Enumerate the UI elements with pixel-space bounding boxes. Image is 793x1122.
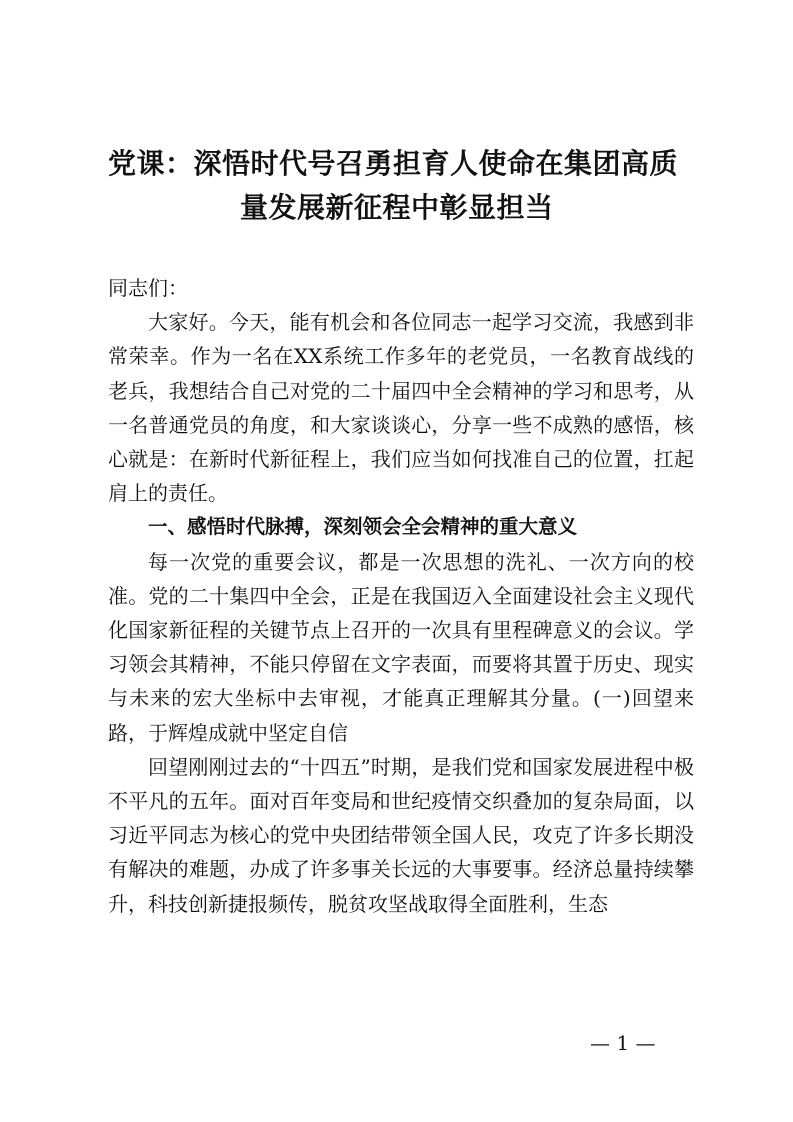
paragraph-3: 回望刚刚过去的“十四五”时期，是我们党和国家发展进程中极不平凡的五年。面对百年变局和世纪疫情交织叠加的复杂局面，以习近平同志为核心的党中央团结带领全国人民，攻克了许多长期没有解决的难题，办成了许多事关长远的大事要事。经济总量持续攀升，科技创新捷报频传，脱贫攻坚战取得全面胜利，生态	[108, 754, 694, 916]
paragraph-1: 大家好。今天，能有机会和各位同志一起学习交流，我感到非常荣幸。作为一名在XX系统工作多年的老党员，一名教育战线的老兵，我想结合自己对党的二十届四中全会精神的学习和思考，从一名普通党员的角度，和大家谈谈心，分享一些不成熟的感悟，核心就是：在新时代新征程上，我们应当如何找准自己的位置，扛起肩上的责任。	[108, 310, 694, 506]
paragraph-2: 每一次党的重要会议，都是一次思想的洗礼、一次方向的校准。党的二十集四中全会，正是在我国迈入全面建设社会主义现代化国家新征程的关键节点上召开的一次具有里程碑意义的会议。学习领会其精神，不能只停留在文字表面，而要将其置于历史、现实与未来的宏大坐标中去审视，才能真正理解其分量。(一)回望来路，于辉煌成就中坚定自信	[108, 549, 694, 745]
title-line-2: 量发展新征程中彰显担当	[240, 191, 554, 224]
page-number: — 1 —	[590, 1031, 656, 1055]
title-line-1: 党课：深悟时代号召勇担育人使命在集团高质	[108, 147, 679, 180]
document-title	[100, 142, 700, 230]
salutation: 同志们：	[108, 276, 188, 300]
document-body	[108, 271, 694, 921]
section-heading-1: 一、感悟时代脉搏，深刻领会全会精神的重大意义	[148, 515, 578, 539]
